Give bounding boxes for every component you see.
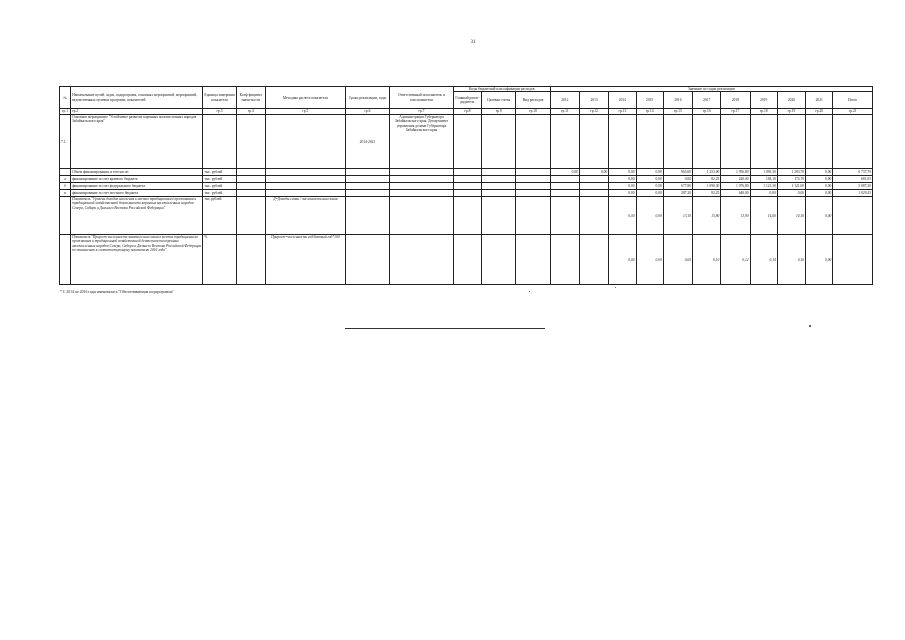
- value-cell: [579, 197, 608, 235]
- value-cell: [579, 235, 608, 285]
- value-cell: 0,16: [777, 235, 805, 285]
- col-index: гр.11: [550, 109, 579, 115]
- value-cell: 1 076,80: [721, 183, 750, 190]
- page-number: 31: [470, 40, 476, 45]
- value-cell: 965,00: [663, 169, 692, 176]
- indicator-row: [60, 235, 873, 285]
- value-cell: 0,00: [609, 183, 636, 190]
- header-budget-codes: Коды бюджетной классификации расходов: [453, 87, 550, 92]
- value-cell: 0,00: [806, 190, 833, 197]
- header-year-2018: 2018: [721, 92, 750, 109]
- value-cell: 14,10: [777, 197, 805, 235]
- finance-row-name: финансирование за счет местного бюджета: [71, 190, 203, 197]
- col-index: гр.7: [390, 109, 454, 115]
- value-cell: 184,10: [750, 176, 777, 183]
- header-coef: Коэф-фициент значи-мости: [236, 87, 265, 109]
- header-year-2016: 2016: [663, 92, 692, 109]
- value-cell: 0,00: [806, 235, 833, 285]
- finance-row: [60, 176, 873, 183]
- col-index: гр.5: [265, 109, 345, 115]
- header-name: Наименование целей, задач, подпрограмм, основных мероприятий, мероприятий, ведомственных целевых программ, показателей: [71, 87, 203, 109]
- col-index: гр.18: [750, 109, 777, 115]
- col-index: гр.10: [516, 109, 550, 115]
- indicator-unit: тыс.рублей: [203, 197, 236, 235]
- value-cell: [579, 183, 608, 190]
- indicator-unit: %: [203, 235, 236, 285]
- value-cell: 1 095,30: [750, 169, 777, 176]
- total-cell: 5 087,20: [833, 183, 873, 190]
- main-event-name: Основное мероприятие "Устойчивое развитие коренных малочисленных народов Забайкальского края": [71, 115, 203, 169]
- value-cell: 0,00: [609, 176, 636, 183]
- indicator-name: Показатель "Прирост численности занятого населения в местах традиционного проживания и традиционной хозяйственной деятельности коренных малочисленных народов Севера, Сибири и Дальнего Востока Российской Федерации по отношению к соответствующему показателю 2016 года": [71, 235, 203, 285]
- col-index: гр.9: [482, 109, 516, 115]
- col-index: гр.3: [203, 109, 236, 115]
- value-cell: 0,00: [806, 183, 833, 190]
- value-cell: 0,00: [609, 197, 636, 235]
- header-year-2014: 2014: [609, 92, 636, 109]
- header-year-2012: 2012: [550, 92, 579, 109]
- value-cell: 0,14: [750, 235, 777, 285]
- value-cell: 0,00: [636, 169, 663, 176]
- value-cell: 1 090,30: [693, 183, 721, 190]
- value-cell: 640,00: [721, 190, 750, 197]
- value-cell: 0,00: [636, 235, 663, 285]
- value-cell: [550, 197, 579, 235]
- finance-row-unit: тыс. рублей: [203, 183, 236, 190]
- value-cell: 1 121,00: [777, 183, 805, 190]
- value-cell: 0,00: [777, 190, 805, 197]
- value-cell: 0,00: [636, 197, 663, 235]
- scan-speck: [529, 291, 530, 292]
- col-index: гр.2: [71, 109, 203, 115]
- value-cell: 82,25: [693, 190, 721, 197]
- value-cell: [550, 190, 579, 197]
- indicator-method: Прирост=численность год/базовый год*100: [265, 235, 345, 285]
- header-total: Итого: [833, 92, 873, 109]
- value-cell: 13,80: [693, 197, 721, 235]
- value-cell: 0,00: [636, 176, 663, 183]
- finance-row-name: финансирование за счет краевого бюджета: [71, 176, 203, 183]
- value-cell: 82,25: [693, 176, 721, 183]
- total-cell: [833, 235, 873, 285]
- footnote: * С 2014 по 2016 годы именовалась "Обеспечивающая подпрограмма": [60, 290, 174, 294]
- finance-row-no: [60, 169, 71, 176]
- indicator-row: [60, 197, 873, 235]
- value-cell: [579, 190, 608, 197]
- total-cell: 1 029,45: [833, 190, 873, 197]
- finance-row: [60, 183, 873, 190]
- header-target-item: Целевая статья: [482, 92, 516, 109]
- finance-row-unit: тыс. рублей: [203, 169, 236, 176]
- value-cell: [550, 176, 579, 183]
- total-cell: [833, 197, 873, 235]
- scan-mark: [809, 325, 811, 327]
- value-cell: 1 956,80: [721, 169, 750, 176]
- col-index: гр.16: [693, 109, 721, 115]
- header-values-by-year: Значение по годам реализации: [550, 87, 872, 92]
- header-year-2019: 2019: [750, 92, 777, 109]
- value-cell: 0,00: [636, 190, 663, 197]
- col-index: гр.12: [579, 109, 608, 115]
- header-unit: Единица измерения показателя: [203, 87, 236, 109]
- value-cell: 0,00: [663, 235, 692, 285]
- value-cell: 0,00: [579, 169, 608, 176]
- col-index: гр.4: [236, 109, 265, 115]
- value-cell: 0,00: [550, 169, 579, 176]
- value-cell: [550, 183, 579, 190]
- main-event-executor: Администрация Губернатора Забайкальского края, Департамент управления делами Губернатора Забайкальского края: [390, 115, 454, 169]
- scan-speck: [615, 287, 616, 288]
- finance-row-name: Объем финансирования, в том числе:: [71, 169, 203, 176]
- header-year-2020: 2020: [777, 92, 805, 109]
- finance-row-unit: тыс. рублей: [203, 190, 236, 197]
- header-period: Сроки реализации, годы: [345, 87, 389, 109]
- signature-line: [345, 328, 545, 329]
- finance-row: [60, 190, 873, 197]
- col-index: гр.17: [721, 109, 750, 115]
- value-cell: 0,10: [693, 235, 721, 285]
- value-cell: 0,00: [806, 169, 833, 176]
- value-cell: 0,00: [609, 235, 636, 285]
- value-cell: 13,90: [721, 197, 750, 235]
- value-cell: 0,12: [721, 235, 750, 285]
- value-cell: 174,70: [777, 176, 805, 183]
- col-index: гр.15: [663, 109, 692, 115]
- col-index: гр.20: [806, 109, 833, 115]
- value-cell: 287,20: [663, 190, 692, 197]
- header-year-2021: 2021: [806, 92, 833, 109]
- finance-row-no: а: [60, 176, 71, 183]
- total-cell: 681,05: [833, 176, 873, 183]
- value-cell: 0,00: [609, 190, 636, 197]
- value-cell: [579, 176, 608, 183]
- header-year-2015: 2015: [636, 92, 663, 109]
- value-cell: 0,00: [806, 176, 833, 183]
- col-index: гр.8: [453, 109, 481, 115]
- value-cell: 14,00: [750, 197, 777, 235]
- col-index: гр.1: [60, 109, 71, 115]
- header-method: Методика расчета показателя: [265, 87, 345, 109]
- value-cell: [550, 235, 579, 285]
- value-cell: 1 253,00: [693, 169, 721, 176]
- value-cell: 1 121,30: [750, 183, 777, 190]
- header-year-2017: 2017: [693, 92, 721, 109]
- indicator-name: Показатель "Уровень доходов населения в местах традиционного проживания и традиционной хозяйственной деятельности коренных малочисленных народов Севера, Сибири и Дальнего Востока Российской Федерации": [71, 197, 203, 235]
- main-event-row: [60, 115, 873, 169]
- header-year-2013: 2013: [579, 92, 608, 109]
- col-index: гр.14: [636, 109, 663, 115]
- finance-row-name: финансирование за счет федерального бюджета: [71, 183, 203, 190]
- value-cell: 0,00: [636, 183, 663, 190]
- header-executor: Ответственный исполнитель и соисполнители: [390, 87, 454, 109]
- value-cell: 240,00: [721, 176, 750, 183]
- value-cell: 13,10: [663, 197, 692, 235]
- header-no: №: [60, 87, 71, 109]
- indicator-method: Д=Доходы семьи / численность населения: [265, 197, 345, 235]
- value-cell: 0,00: [663, 176, 692, 183]
- value-cell: 0,00: [750, 190, 777, 197]
- value-cell: 0,00: [609, 169, 636, 176]
- col-index: гр.21: [833, 109, 873, 115]
- main-event-no: 7.1.: [60, 115, 71, 169]
- header-main-admin: Главный распо-рядитель: [453, 92, 481, 109]
- value-cell: 1 293,70: [777, 169, 805, 176]
- value-cell: 0,00: [806, 197, 833, 235]
- finance-row: [60, 169, 873, 176]
- main-event-period: 2014-2021: [345, 115, 389, 169]
- col-index: гр.6: [345, 109, 389, 115]
- col-index: гр.13: [609, 109, 636, 115]
- total-cell: 6 737,70: [833, 169, 873, 176]
- finance-row-unit: тыс. рублей: [203, 176, 236, 183]
- finance-row-no: б: [60, 183, 71, 190]
- header-expense-type: Вид расходов: [516, 92, 550, 109]
- finance-row-no: в: [60, 190, 71, 197]
- program-table: [59, 86, 873, 285]
- value-cell: 677,80: [663, 183, 692, 190]
- col-index: гр.19: [777, 109, 805, 115]
